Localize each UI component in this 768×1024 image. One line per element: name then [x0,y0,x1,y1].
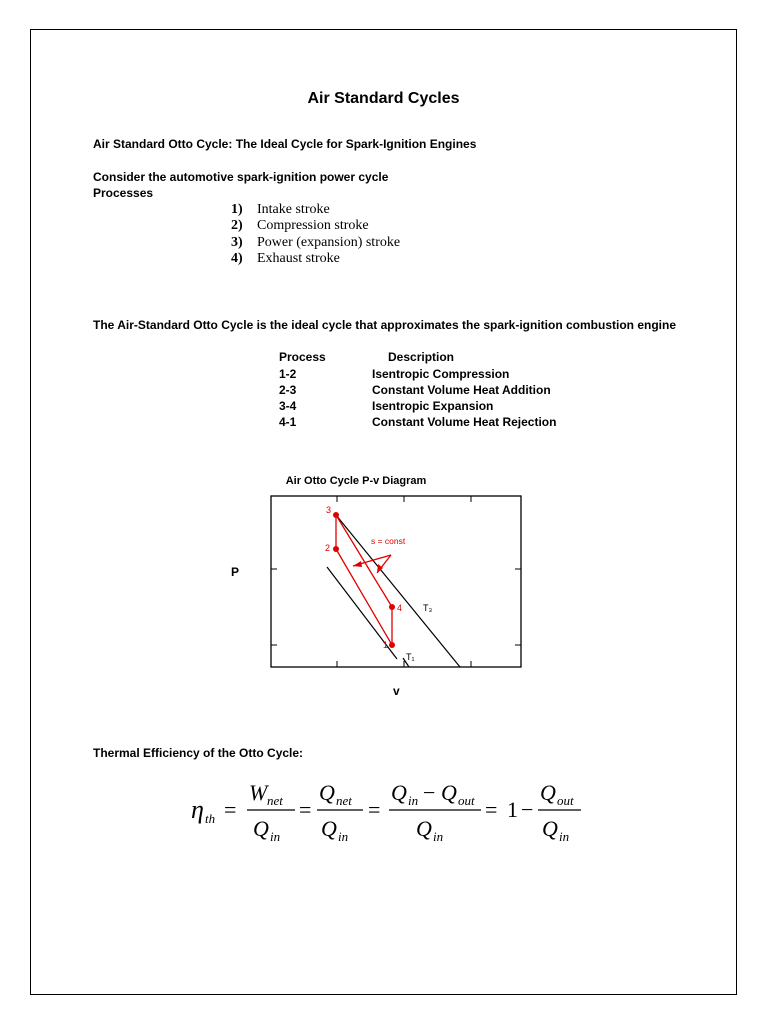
pv-diagram [231,470,531,700]
document-page [30,29,737,995]
arrowhead-left [353,561,362,567]
subscript-in: in [338,829,349,844]
state-points [333,512,395,648]
y-axis-label: P [231,565,240,579]
minus-sign: − [423,780,436,805]
denominator-q: Q [253,816,269,841]
equals-sign: = [368,797,381,822]
processes-heading: Processes [93,186,154,200]
process-number: 4) [231,251,243,266]
axis-ticks [271,496,521,667]
isentrope-annotation: s = const [371,536,406,546]
process-number: 2) [231,218,243,233]
process-text: Exhaust stroke [257,251,340,266]
point-label-1: 1 [383,640,389,650]
process-list-item [231,235,400,251]
plot-frame [271,496,521,667]
section-subtitle: Air Standard Otto Cycle: The Ideal Cycle for Spark-Ignition Engines [93,137,477,151]
table-cell-description: Isentropic Compression [372,367,510,381]
otto-description: The Air-Standard Otto Cycle is the ideal cycle that approximates the spark-ignition combustion engine [93,318,676,332]
process-text: Intake stroke [257,202,330,217]
denominator-q: Q [542,816,558,841]
numerator-q: Q [540,780,556,805]
subscript-net: net [336,793,352,808]
denominator-q: Q [321,816,337,841]
isotherm-label-t3: T₃ [423,603,433,613]
subscript-in: in [270,829,281,844]
page-title: Air Standard Cycles [307,90,460,107]
process-number: 3) [231,235,243,250]
process-text: Compression stroke [257,218,369,233]
process-list-item [231,251,340,267]
eta-subscript: th [205,811,216,826]
table-cell-description: Constant Volume Heat Rejection [372,415,557,429]
subscript-in: in [433,829,444,844]
table-header-process: Process [279,350,326,364]
equals-sign: = [224,797,237,822]
efficiency-heading: Thermal Efficiency of the Otto Cycle: [93,746,304,760]
equals-sign: = [299,797,312,822]
subscript-in: in [408,793,419,808]
table-cell-process: 4-1 [279,415,297,429]
equals-sign: = [485,797,498,822]
process-list-item [231,218,369,234]
minus-sign: − [521,797,534,822]
process-text: Power (expansion) stroke [257,235,401,250]
intro-line: Consider the automotive spark-ignition power cycle [93,170,389,184]
subscript-net: net [267,793,283,808]
process-list-item [231,202,330,218]
denominator-q: Q [416,816,432,841]
subscript-in: in [559,829,570,844]
point-label-4: 4 [397,603,403,613]
table-cell-process: 3-4 [279,399,297,413]
isotherm-label-t1: T₁ [406,652,415,662]
table-header-description: Description [388,350,455,364]
numerator-q: Q [391,780,407,805]
diagram-title: Air Otto Cycle P-v Diagram [285,475,427,487]
numerator-q: Q [319,780,335,805]
subscript-out: out [557,793,574,808]
table-cell-description: Isentropic Expansion [372,399,494,413]
point-label-3: 3 [326,505,332,515]
table-cell-description: Constant Volume Heat Addition [372,383,551,397]
point-label-2: 2 [325,543,331,553]
numerator-q: Q [441,780,457,805]
subscript-out: out [458,793,475,808]
numerator-w: W [249,780,268,805]
table-cell-process: 2-3 [279,383,297,397]
efficiency-equation [191,770,591,850]
table-cell-process: 1-2 [279,367,297,381]
eta-symbol: η [191,795,204,824]
one: 1 [507,797,518,822]
process-number: 1) [231,202,243,217]
x-axis-label: v [393,684,400,698]
otto-cycle [336,515,392,645]
